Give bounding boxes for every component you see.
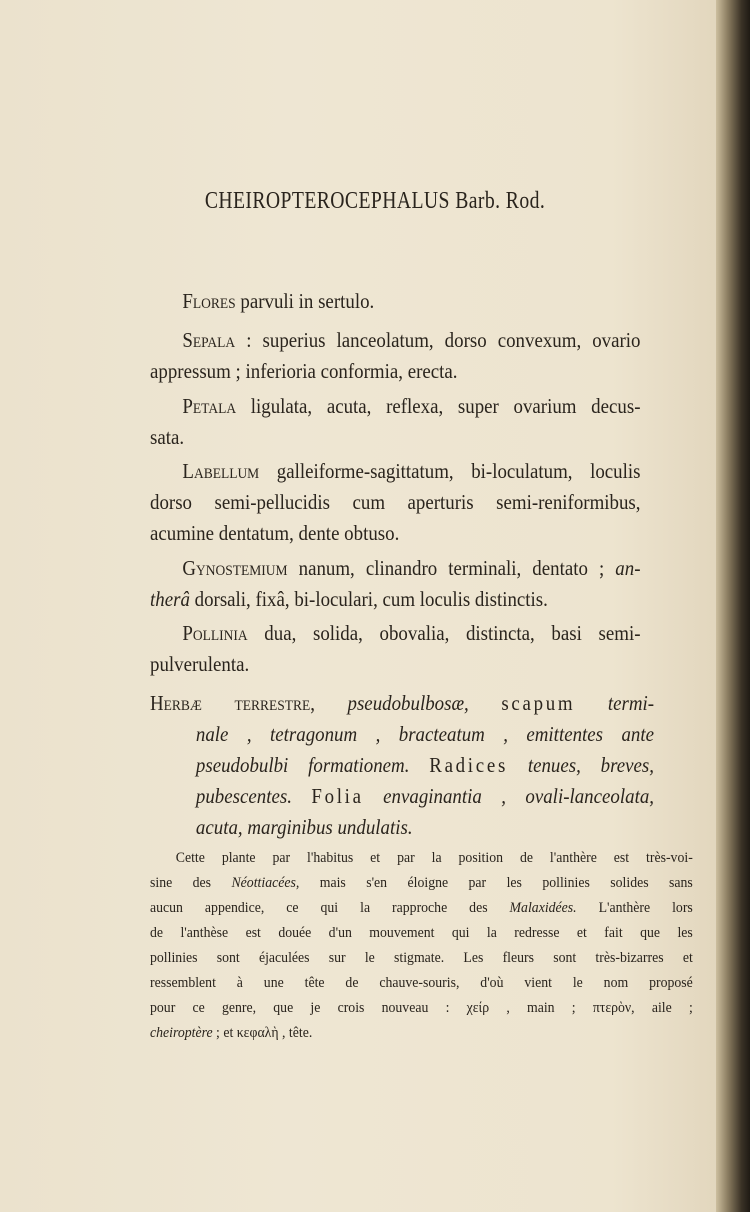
herbae-line-5: acuta, marginibus undulatis. <box>195 815 413 839</box>
petala-paragraph <box>150 391 641 453</box>
genus-title: CHEIROPTEROCEPHALUS Barb. Rod. <box>204 188 546 214</box>
labellum-line-3: acumine dentatum, dente obtuso. <box>150 521 400 545</box>
pollinia-label: Pollinia <box>182 621 248 645</box>
sepala-label: Sepala <box>182 328 236 352</box>
note-line-2c: mais s'en éloigne par les pollinies solides sans <box>299 875 693 891</box>
herbae-line-3a: pseudobulbi formationem. <box>195 753 410 777</box>
flores-label: Flores <box>182 289 236 313</box>
note-line-3a: aucun appendice, ce qui la rapproche des <box>150 900 510 916</box>
note-line-6: ressemblent à une tête de chauve-souris, d'où vient le nom proposé <box>150 975 693 991</box>
gynostemium-italic-1: an- <box>615 556 641 580</box>
gynostemium-paragraph <box>150 553 641 615</box>
note-line-3c: L'anthère lors <box>576 900 693 916</box>
pollinia-line-2: pulverulenta. <box>150 652 250 676</box>
book-spine-shadow <box>716 0 750 1212</box>
note-italic-cheiroptere: cheiroptère <box>150 1025 213 1041</box>
herbae-folia: Folia <box>311 784 364 808</box>
note-italic-malaxidees: Malaxidées. <box>509 900 577 916</box>
herbae-italic-2: termi- <box>607 691 655 715</box>
herbae-scapum: scapum <box>501 691 576 715</box>
labellum-paragraph <box>150 456 641 549</box>
herbae-line-4c: envaginantia , <box>383 784 506 808</box>
labellum-line-1: galleiforme-sagittatum, bi-loculatum, loculis <box>259 459 641 483</box>
note-line-7: pour ce genre, que je crois nouveau : χείρ , main ; πτερὸν, aile ; <box>150 1000 693 1016</box>
note-line-1: Cette plante par l'habitus et par la position de l'anthère est très-voi- <box>175 850 693 866</box>
sepala-line-2: appressum ; inferioria conformia, erecta. <box>150 359 458 383</box>
note-line-5: pollinies sont éjaculées sur le stigmate. Les fleurs sont très-bizarres et <box>150 950 693 966</box>
petala-line-2: sata. <box>150 425 185 449</box>
labellum-line-2: dorso semi-pellucidis cum aperturis semi-reniformibus, <box>150 490 641 514</box>
herbae-line-2: nale , tetragonum , bracteatum , emittentes ante <box>195 722 654 746</box>
note-paragraph <box>150 846 693 1046</box>
flores-paragraph <box>150 286 641 317</box>
herbae-comma: , <box>310 691 348 715</box>
note-line-4: de l'anthèse est douée d'un mouvement qui la redresse et fait que les <box>150 925 693 941</box>
gynostemium-label: Gynostemium <box>182 556 288 580</box>
petala-label: Petala <box>182 394 237 418</box>
herbae-paragraph <box>150 688 654 843</box>
note-italic-neottiacees: Néottiacées, <box>231 875 300 891</box>
gynostemium-line-2: dorsali, fixâ, bi-loculari, cum loculis distinctis. <box>189 587 548 611</box>
pollinia-line-1: dua, solida, obovalia, distincta, basi semi- <box>247 621 641 645</box>
labellum-label: Labellum <box>182 459 260 483</box>
herbae-line-4a: pubescentes. <box>195 784 292 808</box>
sepala-paragraph <box>150 325 641 387</box>
gynostemium-line-1: nanum, clinandro terminali, dentato ; <box>287 556 616 580</box>
herbae-line-3c: tenues, breves, <box>527 753 655 777</box>
herbae-italic-1: pseudobulbosæ, <box>347 691 469 715</box>
herbae-line-4d: ovali-lanceolata, <box>525 784 654 808</box>
sepala-line-1: : superius lanceolatum, dorso convexum, ovario <box>235 328 641 352</box>
herbae-label: Herbæ terrestre <box>150 691 311 715</box>
gynostemium-italic-2: therâ <box>150 587 190 611</box>
petala-line-1: ligulata, acuta, reflexa, super ovarium decus- <box>236 394 641 418</box>
flores-text: parvuli in sertulo. <box>235 289 375 313</box>
note-line-2a: sine des <box>150 875 232 891</box>
pollinia-paragraph <box>150 618 641 680</box>
note-line-8b: ; et κεφαλὴ , tête. <box>212 1025 313 1041</box>
herbae-radices: Radices <box>429 753 509 777</box>
